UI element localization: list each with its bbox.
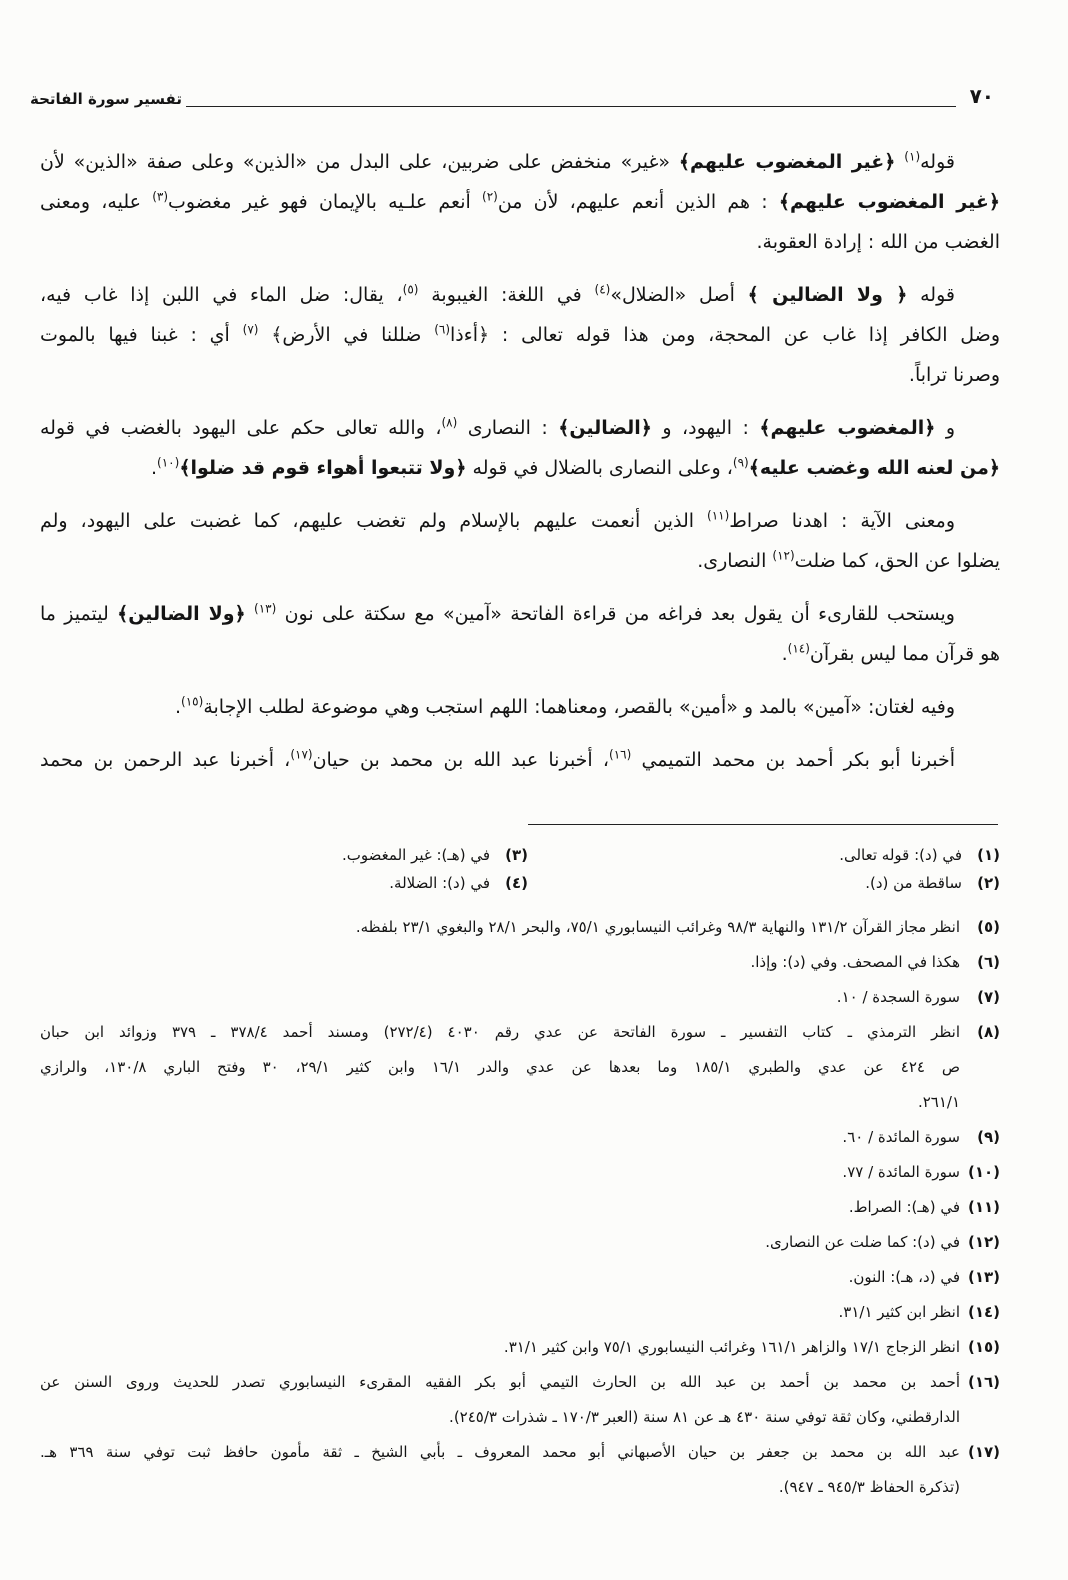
- text-run: ، أخبرنا عبد الرحمن بن محمد: [40, 749, 291, 771]
- footnote-number: (٨): [977, 1023, 1000, 1041]
- text-run: قوله: [907, 284, 955, 306]
- footnote-text: في (هـ): الصراط.: [848, 1198, 960, 1216]
- text-run: الذين أنعمت عليهم بالإسلام ولم تغضب عليهم، كما غضبت على اليهود، ولم: [40, 510, 708, 532]
- footnote-text: في (د): الضلالة.: [389, 874, 490, 892]
- paragraph: [40, 142, 1000, 262]
- footnote-text: الدارقطني، وكان ثقة توفي سنة ٤٣٠ هـ عن ٨١ سنة (العبر ١٧٠/٣ ـ شذرات ٢٤٥/٣).: [449, 1408, 960, 1426]
- text-line: [40, 355, 1000, 395]
- footnote-number: (٥): [977, 918, 1000, 936]
- footnote-number: (١): [977, 846, 1000, 864]
- text-run: ، يقال: ضل الماء في اللبن إذا غاب فيه،: [40, 284, 403, 306]
- footnote-text: عبد الله بن محمد بن جعفر بن حيان الأصبهاني أبو محمد المعروف ـ بأبي الشيخ ـ ثقة مأمون حافظ ثبت توفي سنة ٣٦٩ هـ.: [40, 1443, 960, 1461]
- text-line: [40, 501, 1000, 541]
- footnote-text: سورة السجدة / ١٠.: [836, 988, 960, 1006]
- footnote: [528, 841, 1000, 869]
- quran-quote: ﴿غير المغضوب عليهم﴾: [678, 151, 896, 173]
- text-run: أصل «الضلال»: [610, 284, 748, 306]
- footnote-number: (٦): [977, 953, 1000, 971]
- footnote-ref: (٩): [732, 455, 749, 470]
- footnote-number: (٤): [505, 874, 528, 892]
- footnote-text: انظر الزجاج ١٧/١ والزاهر ١٦١/١ وغرائب النيسابوري ٧٥/١ وابن كثير ٣١/١.: [503, 1338, 960, 1356]
- footnote-separator: [528, 824, 998, 825]
- footnote: [40, 1120, 1000, 1155]
- footnote-number: (١٥): [967, 1338, 1000, 1356]
- text-line: [40, 182, 1000, 222]
- text-run: ، أخبرنا عبد الله بن محمد بن حيان: [312, 749, 610, 771]
- footnote: [40, 1365, 1000, 1435]
- footnote-text: انظر مجاز القرآن ١٣١/٢ والنهاية ٩٨/٣ وغرائب النيسابوري ٧٥/١، والبحر ٢٨/١ والبغوي ٢٣/١ بلفظه.: [355, 918, 960, 936]
- footnote: [40, 1330, 1000, 1365]
- footnote-number: (٧): [977, 988, 1000, 1006]
- text-run: قوله: [920, 151, 955, 173]
- footnote-number: (٩): [977, 1128, 1000, 1146]
- footnote-text: أحمد بن محمد بن أحمد بن عبد الله بن الحارث التيمي أبو بكر الفقيه المقرىء النيسابوري تصدر للحديث وروى السنن عن: [40, 1373, 960, 1391]
- footnote-text: في (هـ): غير المغضوب.: [342, 846, 490, 864]
- text-run: أخبرنا أبو بكر أحمد بن محمد التميمي: [631, 749, 955, 771]
- quran-quote: ﴿ولا الضالين﴾: [117, 603, 246, 625]
- running-title: تفسير سورة الفاتحة: [30, 90, 182, 108]
- footnote: [528, 869, 1000, 897]
- footnote-ref: (١٥): [181, 694, 204, 709]
- footnote-list: [40, 910, 1000, 1505]
- text-line: [40, 740, 1000, 780]
- footnote-text: في (د): كما ضلت عن النصارى.: [765, 1233, 960, 1251]
- footnote: [40, 1225, 1000, 1260]
- text-line: [40, 142, 1000, 182]
- paragraph: [40, 740, 1000, 780]
- quran-quote: ﴿الضالين﴾: [558, 417, 652, 439]
- footnote-ref: (٤): [594, 282, 611, 297]
- footnote-text: انظر ابن كثير ٣١/١.: [838, 1303, 960, 1321]
- footnote-text: في (د، هـ): النون.: [848, 1268, 960, 1286]
- footnote-ref: (٢): [482, 189, 498, 204]
- footnote: [389, 869, 528, 897]
- footnote-text: ص ٤٢٤ عن عدي والطبري ١٨٥/١ وما بعدها عن عدي والدر ١٦/١ وابن كثير ٢٩/١، ٣٠ وفتح الباري ١٣٠/٨، والرازي: [40, 1058, 960, 1076]
- text-run: وضل الكافر إذا غاب عن المحجة، ومن هذا قوله تعالى : ﴿أءذا: [450, 324, 1000, 346]
- footnote: [40, 1190, 1000, 1225]
- text-run: : هم الذين أنعم عليهم، لأن من: [497, 191, 779, 213]
- text-run: في اللغة: الغيبوبة: [418, 284, 595, 306]
- text-run: وفيه لغتان: «آمين» بالمد و «أمين» بالقصر، ومعناهما: اللهم استجب وهي موضوعة لطلب الإجابة: [203, 696, 955, 718]
- text-line: [40, 594, 1000, 634]
- footnote-text: انظر الترمذي ـ كتاب التفسير ـ سورة الفاتحة عن عدي رقم ٤٠٣٠ (٢٧٢/٤) ومسند أحمد ٣٧٨/٤ ـ ٣٧٩ وزوائد ابن حبان: [40, 1023, 961, 1041]
- footnote-text: في (د): قوله تعالى.: [839, 846, 962, 864]
- text-run: عليه، ومعنى: [40, 191, 153, 213]
- text-run: النصارى.: [697, 550, 773, 572]
- text-line: [40, 222, 1000, 262]
- text-run: يضلوا عن الحق، كما ضلت: [794, 550, 1000, 572]
- footnote-text: سورة المائدة / ٧٧.: [842, 1163, 960, 1181]
- quran-quote: ﴿غير المغضوب عليهم﴾: [778, 191, 1000, 213]
- footnote-ref: (١٧): [290, 747, 313, 762]
- footnote-number: (١١): [967, 1198, 1000, 1216]
- footnote: [40, 1295, 1000, 1330]
- footnote: [40, 1435, 1000, 1505]
- footnote: [40, 1155, 1000, 1190]
- text-line: [40, 541, 1000, 581]
- text-run: ، وعلى النصارى بالضلال في قوله: [466, 457, 733, 479]
- footnote-text: هكذا في المصحف. وفي (د): وإذا.: [750, 953, 960, 971]
- text-run: أي : غبنا فيها بالموت: [40, 324, 243, 346]
- footnote-ref: (١٤): [787, 641, 810, 656]
- text-line: [40, 315, 1000, 355]
- text-run: : اليهود، و: [651, 417, 760, 439]
- footnote-number: (٣): [505, 846, 528, 864]
- paragraph: [40, 687, 1000, 727]
- text-run: [895, 151, 904, 173]
- footnote-number: (١٠): [967, 1163, 1000, 1181]
- text-run: هو قرآن مما ليس بقرآن: [809, 643, 1000, 665]
- footnote-number: (١٧): [967, 1443, 1000, 1461]
- footnote-ref: (١٦): [609, 747, 632, 762]
- text-line: [40, 448, 1000, 488]
- text-run: وصرنا تراباً.: [908, 364, 1000, 386]
- footnote-ref: (١٠): [157, 455, 180, 470]
- page-number: ٧٠: [969, 84, 994, 108]
- footnote-ref: (٨): [441, 415, 458, 430]
- quran-quote: ﴿من لعنه الله وغضب عليه﴾: [748, 457, 1000, 479]
- quran-quote: ﴿ ولا الضالين ﴾: [747, 284, 908, 306]
- text-line: [40, 687, 1000, 727]
- footnote-number: (١٤): [967, 1303, 1000, 1321]
- footnotes: [40, 841, 1000, 1505]
- footnote: [40, 980, 1000, 1015]
- footnote-ref: (١١): [707, 508, 730, 523]
- text-run: .: [175, 696, 182, 718]
- footnote-ref: (١): [904, 149, 921, 164]
- footnote-pairs: [40, 841, 1000, 897]
- body-text: [40, 142, 1000, 793]
- text-line: [40, 408, 1000, 448]
- paragraph: [40, 275, 1000, 395]
- text-run: ويستحب للقارىء أن يقول بعد فراغه من قراءة الفاتحة «آمين» مع سكتة على نون: [276, 603, 955, 625]
- footnote-number: (١٦): [967, 1373, 1000, 1391]
- footnote: [40, 945, 1000, 980]
- footnote-ref: (١٣): [254, 601, 277, 616]
- quran-quote: ﴿المغضوب عليهم﴾: [759, 417, 936, 439]
- text-run: ليتميز ما: [40, 603, 118, 625]
- footnote-ref: (٥): [402, 282, 419, 297]
- footnote-text: ٢٦١/١.: [917, 1093, 960, 1111]
- text-run: .: [151, 457, 158, 479]
- text-run: و: [935, 417, 956, 439]
- footnote-ref: (١٢): [772, 548, 795, 563]
- text-run: أنعم علـيه بالإيمان فهو غير مغضوب: [168, 191, 482, 213]
- text-line: [40, 275, 1000, 315]
- text-run: .: [781, 643, 788, 665]
- text-line: [40, 634, 1000, 674]
- text-run: ضللنا في الأرض﴾: [258, 324, 435, 346]
- footnote-text: (تذكرة الحفاظ ٩٤٥/٣ ـ ٩٤٧).: [778, 1478, 960, 1496]
- footnote: [342, 841, 528, 869]
- footnote-text: سورة المائدة / ٦٠.: [842, 1128, 960, 1146]
- footnote: [40, 910, 1000, 945]
- header-rule: [186, 106, 956, 107]
- footnote-number: (١٢): [967, 1233, 1000, 1251]
- text-run: الغضب من الله : إرادة العقوبة.: [756, 231, 1000, 253]
- footnote-number: (١٣): [967, 1268, 1000, 1286]
- paragraph: [40, 408, 1000, 488]
- text-run: «غير» منخفض على ضربين، على البدل من «الذين» وعلى صفة «الذين» لأن: [40, 151, 679, 173]
- quran-quote: ﴿ولا تتبعوا أهواء قوم قد ضلوا﴾: [179, 457, 467, 479]
- footnote: [40, 1015, 1000, 1120]
- footnote-ref: (٦): [434, 322, 451, 337]
- footnote-pair-row: [40, 869, 1000, 897]
- footnote: [40, 1260, 1000, 1295]
- paragraph: [40, 594, 1000, 674]
- footnote-text: ساقطة من (د).: [865, 874, 962, 892]
- footnote-number: (٢): [977, 874, 1000, 892]
- footnote-ref: (٧): [242, 322, 259, 337]
- text-run: ومعنى الآية : اهدنا صراط: [729, 510, 955, 532]
- text-run: [246, 603, 254, 625]
- text-run: : النصارى: [457, 417, 559, 439]
- paragraph: [40, 501, 1000, 581]
- text-run: ، والله تعالى حكم على اليهود بالغضب في قوله: [40, 417, 442, 439]
- footnote-ref: (٣): [152, 189, 169, 204]
- footnote-pair-row: [40, 841, 1000, 869]
